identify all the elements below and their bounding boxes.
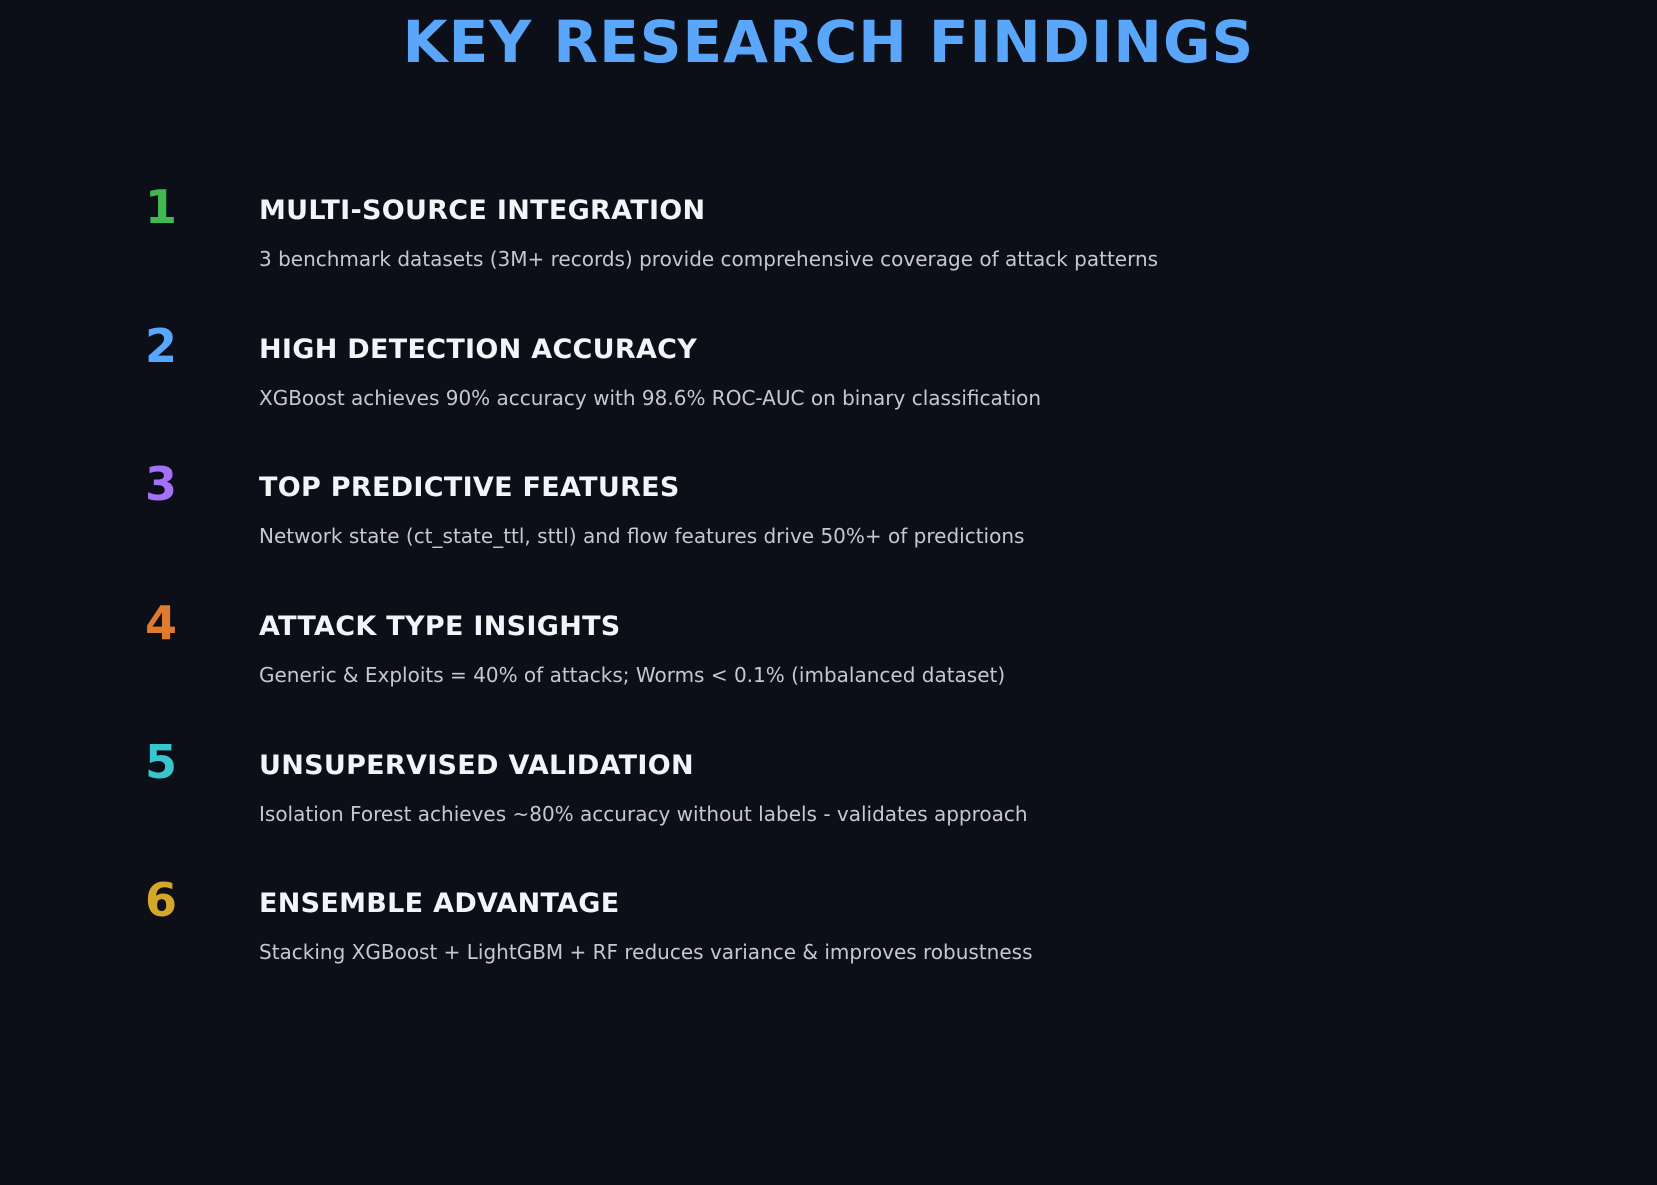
finding-description: Stacking XGBoost + LightGBM + RF reduces variance & improves robustness xyxy=(259,940,1033,964)
finding-number: 2 xyxy=(145,319,178,373)
finding-number: 1 xyxy=(145,180,178,234)
finding-description: Generic & Exploits = 40% of attacks; Worms < 0.1% (imbalanced dataset) xyxy=(259,663,1006,687)
finding-item xyxy=(0,180,1657,300)
finding-description: Network state (ct_state_ttl, sttl) and flow features drive 50%+ of predictions xyxy=(259,524,1025,548)
finding-heading: HIGH DETECTION ACCURACY xyxy=(259,334,698,365)
finding-item xyxy=(0,873,1657,993)
finding-item xyxy=(0,319,1657,439)
finding-heading: TOP PREDICTIVE FEATURES xyxy=(259,472,680,503)
finding-description: 3 benchmark datasets (3M+ records) provide comprehensive coverage of attack patterns xyxy=(259,247,1159,271)
finding-number: 6 xyxy=(145,873,178,927)
finding-number: 4 xyxy=(145,596,178,650)
finding-item xyxy=(0,735,1657,855)
finding-heading: MULTI-SOURCE INTEGRATION xyxy=(259,195,706,226)
finding-heading: UNSUPERVISED VALIDATION xyxy=(259,750,694,781)
page-title: KEY RESEARCH FINDINGS xyxy=(402,8,1255,76)
finding-number: 5 xyxy=(145,735,178,789)
finding-description: Isolation Forest achieves ~80% accuracy without labels - validates approach xyxy=(259,802,1028,826)
finding-item xyxy=(0,457,1657,577)
finding-heading: ATTACK TYPE INSIGHTS xyxy=(259,611,621,642)
finding-description: XGBoost achieves 90% accuracy with 98.6% ROC-AUC on binary classification xyxy=(259,386,1042,410)
finding-number: 3 xyxy=(145,457,178,511)
finding-heading: ENSEMBLE ADVANTAGE xyxy=(259,888,620,919)
finding-item xyxy=(0,596,1657,716)
